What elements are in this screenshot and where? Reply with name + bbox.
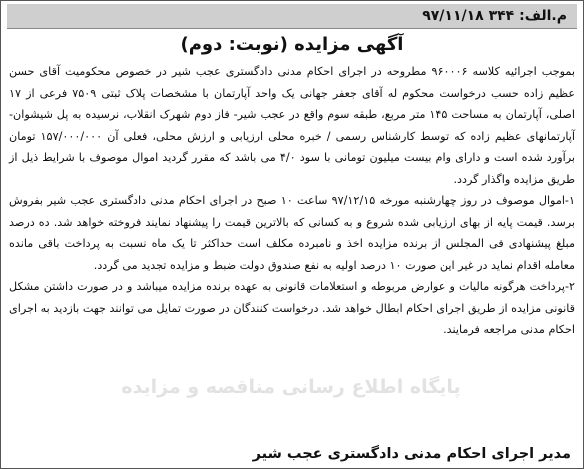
notice-title: آگهی مزایده (نوبت: دوم) bbox=[180, 34, 404, 55]
notice-header-bar bbox=[7, 4, 577, 29]
signature-line: مدیر اجرای احکام مدنی دادگستری عجب شیر bbox=[252, 446, 571, 462]
condition-2-paragraph: ۲-پرداخت هرگونه مالیات و عوارض مربوطه و استعلامات قانونی به عهده برنده مزایده میباشد و در صورت داشتن مشکل قانونی مزایده از طریق اجرای احکام ابطال خواهد شد. درخواست کنندگان در صورت تمایل می توانند جهت بازدید به اجرای احکام مدنی مراجعه فرمایند. bbox=[9, 280, 575, 336]
notice-reference: م.الف: ۳۴۴ ۹۷/۱۱/۱۸ bbox=[422, 8, 567, 24]
intro-paragraph: بموجب اجرائیه کلاسه ۹۶۰۰۰۶ مطروحه در اجرای احکام مدنی دادگستری عجب شیر در خصوص محکومیت آقای حسن عظیم زاده حسب درخواست محکوم له آقای جعفر جهانی یک واحد آپارتمان با مشخصات پلاک ثبتی ۷۵۰۹ فرعی از ۱۷ اصلی، آپارتمان به مساحت ۱۴۵ متر مربع، طبقه سوم واقع در عجب شیر- فاز دوم شهرک انقلاب، نرسیده به پل شیشوان- آپارتمانهای عظیم زاده که توسط کارشناس رسمی / خبره محلی ارزیابی و ارزش محلی، فعلی آن ۱۵۷/۰۰۰/۰۰۰ تومان برآورد شده است و دارای وام بیست میلیون تومانی با سود ۴/۰ می باشد که مقرر گردید اموال موصوف با شرایط ذیل از طریق مزایده واگذار گردد. bbox=[9, 65, 575, 186]
notice-body bbox=[9, 61, 575, 341]
watermark-text: پایگاه اطلاع رسانی مناقصه و مزایده bbox=[121, 376, 461, 398]
condition-1-paragraph: ۱-اموال موصوف در روز چهارشنبه مورخه ۹۷/۱۲/۱۵ ساعت ۱۰ صبح در اجرای احکام مدنی دادگستری عجب شیر بفروش برسد. قیمت پایه از بهای ارزیابی شده شروع و به کسانی که بالاترین قیمت را پیشنهاد نمایند فروخته خواهد شد. ده درصد مبلغ پیشنهادی فی المجلس از برنده مزایده اخذ و نامبرده مکلف است حداکثر تا یک ماه نسبت به پرداخت باقی مانده معامله اقدام نماید در غیر این صورت ۱۰ درصد اولیه به نفع صندوق دولت ضبط و مزایده تجدید می گردد. bbox=[9, 194, 575, 272]
